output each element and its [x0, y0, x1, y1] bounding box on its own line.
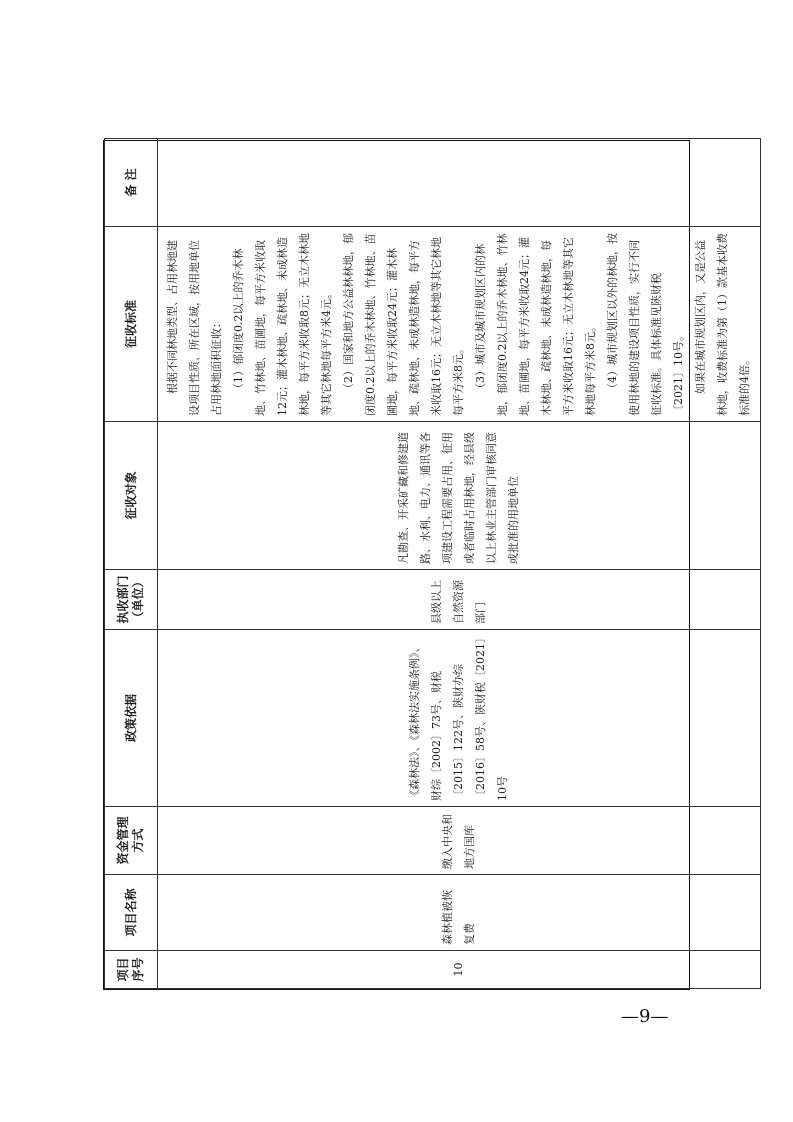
standard-paragraph: （4）城市规划区以外的林地，按使用林地的建设项目性质，实行不同征收标准。具体标准见陕财税〔2021〕10号。 — [606, 233, 685, 416]
cell-dept: 县级以上自然资源部门 — [158, 570, 761, 630]
standard-paragraph: （3）城市及城市规划区内的林地，郁闭度0.2以上的乔木林地、竹林地、苗圃地，每平方米收取24元；灌木林地、疏林地、未成林造林地，每平方米收取16元；无立木林地等其它林地每平方米8元。 — [474, 233, 597, 416]
header-remark: 备 注 — [105, 139, 158, 227]
header-target: 征收对象 — [105, 422, 158, 570]
header-seq: 项目序号 — [105, 951, 158, 989]
table-header-row — [105, 139, 158, 989]
header-basis: 政策依据 — [105, 630, 158, 807]
fee-table — [104, 138, 761, 989]
rotated-fee-table — [103, 140, 751, 990]
header-dept: 执收部门（单位） — [105, 570, 158, 630]
page-number: —9— — [621, 1006, 669, 1027]
table-row — [158, 139, 761, 989]
cell-seq: 10 — [158, 951, 761, 989]
standard-paragraph: 根据不同林地类型、占用林地建设项目性质、所在区域，按用地单位占用林地面积征收： — [166, 240, 223, 416]
cell-basis: 《森林法》、《森林法实施条例》、财综〔2002〕73号、财税〔2015〕122号、陕财办综〔2016〕58号、陕财税〔2021〕10号 — [158, 630, 761, 807]
header-standard: 征收标准 — [105, 227, 158, 422]
header-mode: 资金管理方式 — [105, 807, 158, 875]
cell-target: 凡勘查、开采矿藏和修建道路、水利、电力、通讯等各项建设工程需要占用、征用或者临时占用林地，经县级以上林业主管部门审核同意或批准的用地单位 — [158, 422, 761, 570]
standard-paragraph: （2）国家和地方公益林林地，郁闭度0.2以上的乔木林地、竹林地、苗圃地，每平方米收取24元；灌木林地、疏林地、未成林造林地，每平方米收取16元；无立木林地等其它林地每平方米8元。 — [342, 233, 465, 416]
cell-standard — [158, 227, 761, 422]
standard-paragraph: （1）郁闭度0.2以上的乔木林地、竹林地、苗圃地，每平方米收取12元；灌木林地、疏林地、未成林造林地，每平方米收取8元；无立木林地等其它林地每平方米4元。 — [232, 233, 333, 416]
cell-name: 森林植被恢复费 — [158, 875, 761, 951]
cell-remark — [158, 139, 761, 227]
standard-paragraph: 如果在城市规划区内，又是公益林地，收费标准为第（1）款基本收费标准的4倍。 — [694, 233, 751, 416]
header-name: 项目名称 — [105, 875, 158, 951]
cell-mode: 缴入中央和地方国库 — [158, 807, 761, 875]
